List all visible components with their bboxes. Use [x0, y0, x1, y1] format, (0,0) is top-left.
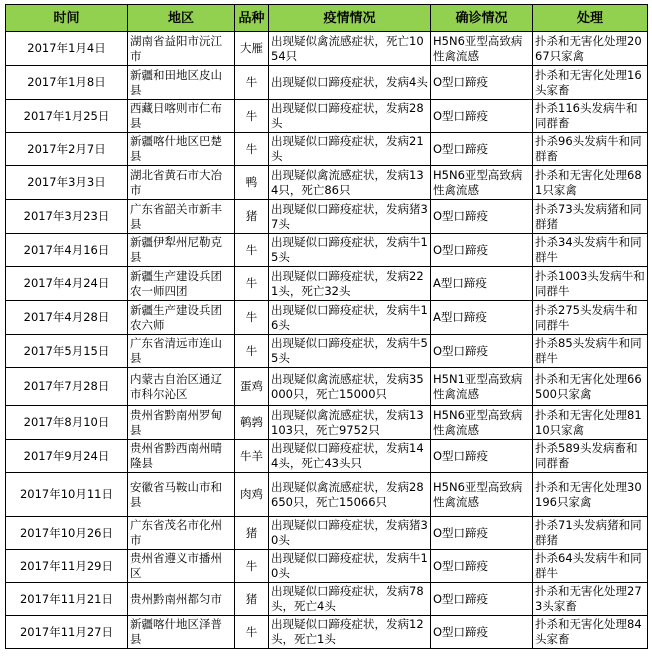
- row-region: 安徽省马鞍山市和县: [128, 473, 235, 517]
- row-diagnosis: O型口蹄疫: [431, 550, 533, 583]
- row-region: 内蒙古自治区通辽市科尔沁区: [128, 368, 235, 406]
- row-action: 扑杀85头发病牛和同群牛: [533, 335, 648, 368]
- row-action: 扑杀和无害化处理30196只家禽: [533, 473, 648, 517]
- row-species: 牛羊: [235, 440, 269, 473]
- row-species: 牛: [235, 616, 269, 649]
- header-row: [6, 5, 648, 32]
- row-region: 湖北省黄石市大冶市: [128, 166, 235, 200]
- row-date: 2017年4月16日: [6, 234, 128, 267]
- row-date: 2017年1月8日: [6, 66, 128, 100]
- row-region: 新疆喀什地区泽普县: [128, 616, 235, 649]
- row-diagnosis: O型口蹄疫: [431, 66, 533, 100]
- row-region: 新疆伊犁州尼勒克县: [128, 234, 235, 267]
- row-diagnosis: H5N1亚型高致病性禽流感: [431, 368, 533, 406]
- header-date: 时间: [6, 5, 128, 32]
- table-row: [6, 440, 648, 473]
- row-action: 扑杀和无害化处理16头家畜: [533, 66, 648, 100]
- row-action: 扑杀71头发病猪和同群猪: [533, 517, 648, 550]
- table-row: [6, 133, 648, 166]
- row-situation: 出现疑似禽流感症状，发病28650只，死亡15066只: [269, 473, 431, 517]
- row-diagnosis: O型口蹄疫: [431, 200, 533, 234]
- row-diagnosis: O型口蹄疫: [431, 234, 533, 267]
- header-diagnosis: 确诊情况: [431, 5, 533, 32]
- row-situation: 出现疑似口蹄疫症状，发病221头，死亡32头: [269, 267, 431, 301]
- row-region: 新疆生产建设兵团农六师: [128, 301, 235, 335]
- row-region: 新疆生产建设兵团农一师四团: [128, 267, 235, 301]
- row-date: 2017年5月15日: [6, 335, 128, 368]
- row-species: 牛: [235, 335, 269, 368]
- table-row: [6, 66, 648, 100]
- row-action: 扑杀64头发病牛和同群牛: [533, 550, 648, 583]
- table-row: [6, 550, 648, 583]
- row-action: 扑杀1003头发病牛和同群牛: [533, 267, 648, 301]
- row-region: 广东省韶关市新丰县: [128, 200, 235, 234]
- table-row: [6, 406, 648, 440]
- row-species: 牛: [235, 267, 269, 301]
- header-situation: 疫情情况: [269, 5, 431, 32]
- row-situation: 出现疑似禽流感症状，发病134只，死亡86只: [269, 166, 431, 200]
- row-situation: 出现疑似口蹄疫症状，发病12头，死亡1头: [269, 616, 431, 649]
- row-action: 扑杀34头发病牛和同群牛: [533, 234, 648, 267]
- row-situation: 出现疑似口蹄疫症状，发病4头: [269, 66, 431, 100]
- row-date: 2017年11月29日: [6, 550, 128, 583]
- outbreak-table: [5, 4, 648, 649]
- row-date: 2017年10月11日: [6, 473, 128, 517]
- row-situation: 出现疑似口蹄疫症状，发病猪30头: [269, 517, 431, 550]
- row-diagnosis: H5N6亚型高致病性禽流感: [431, 473, 533, 517]
- table-row: [6, 234, 648, 267]
- header-region: 地区: [128, 5, 235, 32]
- row-date: 2017年3月23日: [6, 200, 128, 234]
- row-situation: 出现疑似口蹄疫症状，发病猪37头: [269, 200, 431, 234]
- row-species: 猪: [235, 200, 269, 234]
- row-diagnosis: O型口蹄疫: [431, 583, 533, 616]
- row-situation: 出现疑似口蹄疫症状，发病牛16头: [269, 301, 431, 335]
- row-action: 扑杀和无害化处理681只家禽: [533, 166, 648, 200]
- row-species: 牛: [235, 100, 269, 133]
- row-action: 扑杀275头发病牛和同群牛: [533, 301, 648, 335]
- row-diagnosis: A型口蹄疫: [431, 301, 533, 335]
- row-species: 猪: [235, 583, 269, 616]
- row-action: 扑杀和无害化处理84头家畜: [533, 616, 648, 649]
- row-region: 广东省茂名市化州市: [128, 517, 235, 550]
- row-date: 2017年9月24日: [6, 440, 128, 473]
- row-action: 扑杀和无害化处理2067只家禽: [533, 32, 648, 66]
- row-diagnosis: H5N6亚型高致病性禽流感: [431, 406, 533, 440]
- row-diagnosis: O型口蹄疫: [431, 616, 533, 649]
- row-date: 2017年3月3日: [6, 166, 128, 200]
- table-row: [6, 301, 648, 335]
- table-row: [6, 368, 648, 406]
- row-situation: 出现疑似口蹄疫症状，发病144头，死亡43头只: [269, 440, 431, 473]
- table-row: [6, 32, 648, 66]
- row-situation: 出现疑似口蹄疫症状，发病28头: [269, 100, 431, 133]
- row-diagnosis: O型口蹄疫: [431, 335, 533, 368]
- row-action: 扑杀和无害化处理66500只家禽: [533, 368, 648, 406]
- table-row: [6, 166, 648, 200]
- row-action: 扑杀和无害化处理273头家畜: [533, 583, 648, 616]
- row-situation: 出现疑似禽流感症状，死亡1054只: [269, 32, 431, 66]
- row-action: 扑杀96头发病牛和同群畜: [533, 133, 648, 166]
- table-row: [6, 267, 648, 301]
- row-date: 2017年8月10日: [6, 406, 128, 440]
- row-date: 2017年4月28日: [6, 301, 128, 335]
- row-date: 2017年1月4日: [6, 32, 128, 66]
- row-region: 新疆喀什地区巴楚县: [128, 133, 235, 166]
- table-row: [6, 616, 648, 649]
- table-row: [6, 100, 648, 133]
- table-row: [6, 583, 648, 616]
- row-situation: 出现疑似口蹄疫症状，发病牛55头: [269, 335, 431, 368]
- row-action: 扑杀73头发病猪和同群猪: [533, 200, 648, 234]
- row-species: 牛: [235, 234, 269, 267]
- row-species: 肉鸡: [235, 473, 269, 517]
- row-species: 牛: [235, 133, 269, 166]
- row-date: 2017年4月24日: [6, 267, 128, 301]
- table-row: [6, 200, 648, 234]
- row-region: 广东省清远市连山县: [128, 335, 235, 368]
- row-date: 2017年11月21日: [6, 583, 128, 616]
- row-region: 贵州省黔南州罗甸县: [128, 406, 235, 440]
- row-situation: 出现疑似口蹄疫症状，发病21头: [269, 133, 431, 166]
- table-row: [6, 517, 648, 550]
- row-date: 2017年1月25日: [6, 100, 128, 133]
- row-action: 扑杀589头发病畜和同群畜: [533, 440, 648, 473]
- row-diagnosis: O型口蹄疫: [431, 517, 533, 550]
- row-date: 2017年7月28日: [6, 368, 128, 406]
- row-date: 2017年2月7日: [6, 133, 128, 166]
- row-diagnosis: H5N6亚型高致病性禽流感: [431, 166, 533, 200]
- row-region: 西藏日喀则市仁布县: [128, 100, 235, 133]
- row-situation: 出现疑似口蹄疫症状，发病牛10头: [269, 550, 431, 583]
- row-species: 蛋鸡: [235, 368, 269, 406]
- header-action: 处理: [533, 5, 648, 32]
- row-species: 牛: [235, 550, 269, 583]
- row-action: 扑杀和无害化处理8110只家禽: [533, 406, 648, 440]
- table-row: [6, 335, 648, 368]
- row-species: 牛: [235, 66, 269, 100]
- outbreak-table-container: [5, 4, 647, 649]
- row-situation: 出现疑似口蹄疫症状，发病78头，死亡4头: [269, 583, 431, 616]
- table-row: [6, 473, 648, 517]
- row-action: 扑杀116头发病牛和同群畜: [533, 100, 648, 133]
- row-diagnosis: O型口蹄疫: [431, 440, 533, 473]
- row-situation: 出现疑似禽流感症状，发病13103只，死亡9752只: [269, 406, 431, 440]
- row-date: 2017年11月27日: [6, 616, 128, 649]
- row-species: 鹌鹑: [235, 406, 269, 440]
- row-diagnosis: A型口蹄疫: [431, 267, 533, 301]
- row-situation: 出现疑似口蹄疫症状，发病牛15头: [269, 234, 431, 267]
- table-body: [6, 32, 648, 649]
- row-species: 牛: [235, 301, 269, 335]
- row-situation: 出现疑似禽流感症状，发病35000只，死亡15000只: [269, 368, 431, 406]
- row-region: 贵州省黔西南州晴隆县: [128, 440, 235, 473]
- row-species: 大雁: [235, 32, 269, 66]
- row-diagnosis: O型口蹄疫: [431, 133, 533, 166]
- row-species: 猪: [235, 517, 269, 550]
- row-diagnosis: O型口蹄疫: [431, 100, 533, 133]
- row-region: 新疆和田地区皮山县: [128, 66, 235, 100]
- row-species: 鸭: [235, 166, 269, 200]
- row-diagnosis: H5N6亚型高致病性禽流感: [431, 32, 533, 66]
- row-region: 贵州黔南州都匀市: [128, 583, 235, 616]
- header-species: 品种: [235, 5, 269, 32]
- row-date: 2017年10月26日: [6, 517, 128, 550]
- row-region: 贵州省遵义市播州区: [128, 550, 235, 583]
- row-region: 湖南省益阳市沅江市: [128, 32, 235, 66]
